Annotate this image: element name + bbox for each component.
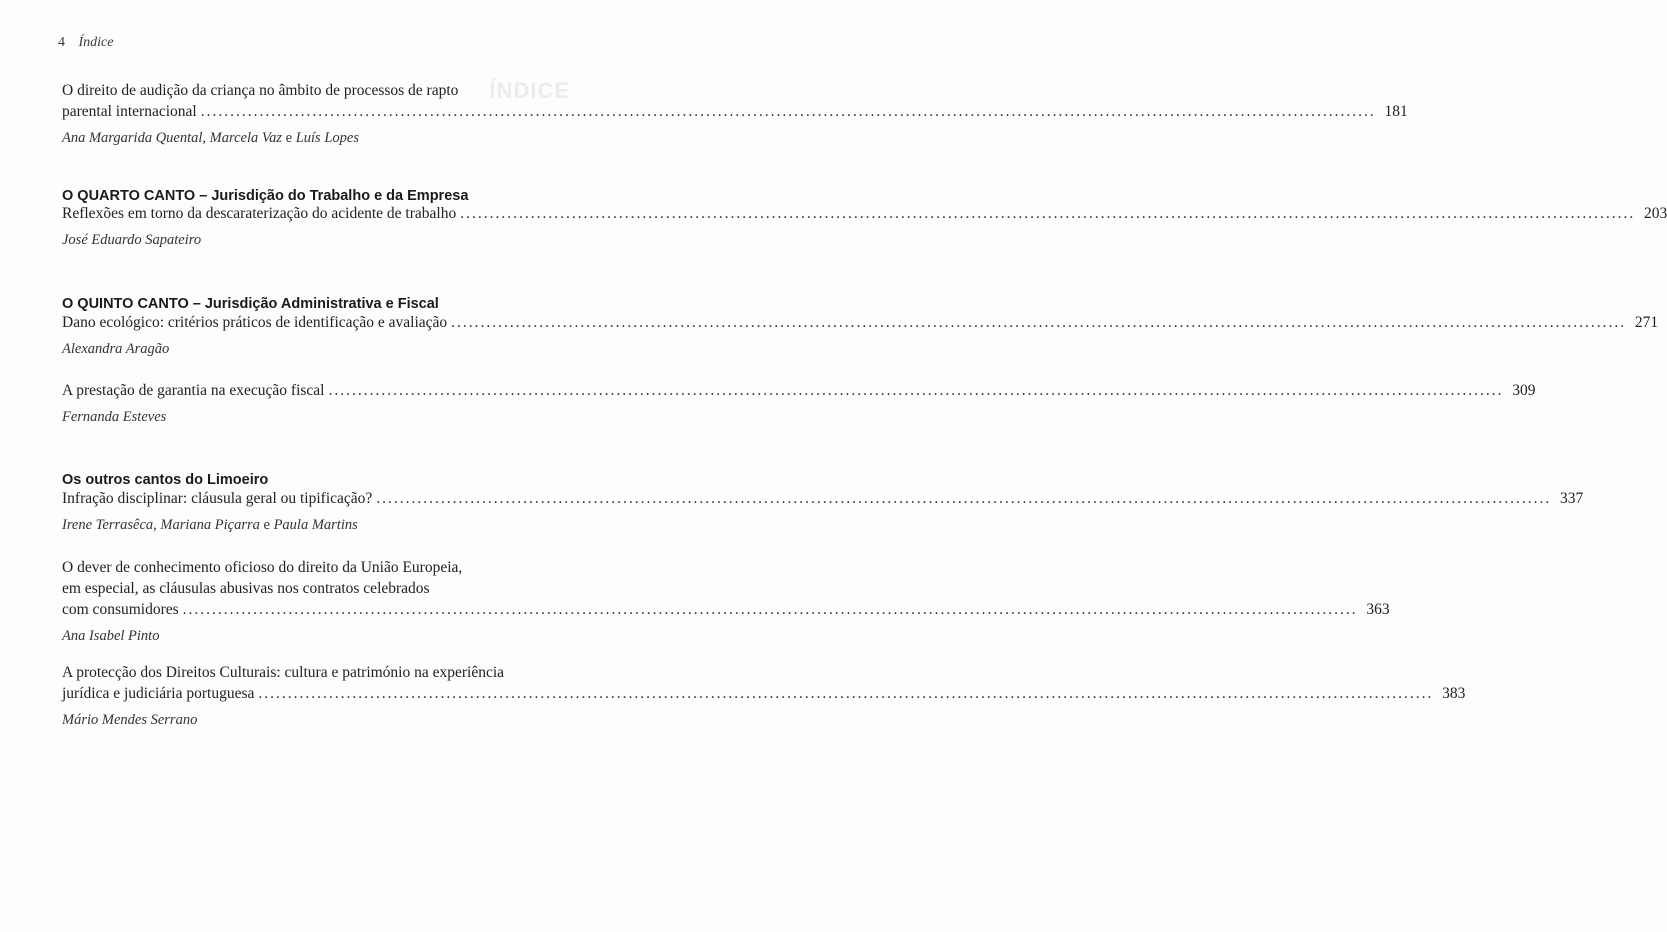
section-heading xyxy=(62,472,268,488)
entry-title-text: Dano ecológico: critérios práticos de identificação e avaliação xyxy=(62,314,448,331)
entry-page-number: 271 xyxy=(1634,314,1659,331)
toc-entry[interactable] xyxy=(62,203,1667,251)
entry-authors xyxy=(62,710,582,731)
author-name: Paula Martins xyxy=(273,517,358,533)
entry-authors xyxy=(62,230,582,251)
entry-title-text: em especial, as cláusulas abusivas nos contratos celebrados xyxy=(62,580,430,597)
entry-authors xyxy=(62,626,582,647)
author-name: Irene Terrasêca, Mariana Piçarra xyxy=(62,517,260,533)
author-name: Fernanda Esteves xyxy=(62,409,167,425)
entry-title-text: O dever de conhecimento oficioso do direito da União Europeia, xyxy=(62,559,463,576)
entry-title-line xyxy=(62,599,1390,620)
section-heading-main: O QUARTO CANTO xyxy=(62,188,196,204)
author-name: Alexandra Aragão xyxy=(62,341,170,357)
entry-title-text: com consumidores xyxy=(62,601,179,618)
section-heading-main: Os outros cantos do Limoeiro xyxy=(62,472,269,488)
entry-authors xyxy=(62,407,582,428)
page-number: 4 xyxy=(58,35,65,50)
running-title: Índice xyxy=(78,35,114,50)
entry-page-number: 181 xyxy=(1384,103,1408,120)
entry-title-line xyxy=(62,312,1659,333)
section-heading-subtitle: – Jurisdição do Trabalho e da Empresa xyxy=(195,188,469,204)
entry-page-number: 383 xyxy=(1442,685,1466,702)
dot-leader: ........................................................................................................................................................................................................ xyxy=(328,382,1504,399)
entry-title-text: A protecção dos Direitos Culturais: cultura e património na experiência xyxy=(62,664,505,681)
section-heading-subtitle: – Jurisdição Administrativa e Fiscal xyxy=(188,296,439,312)
entry-title-line xyxy=(62,380,1536,401)
entry-title-text: parental internacional xyxy=(62,103,197,120)
author-name: Ana Isabel Pinto xyxy=(62,628,160,644)
toc-entry[interactable] xyxy=(62,557,1390,647)
entry-title-line xyxy=(62,203,1667,224)
section-heading xyxy=(62,188,468,204)
entry-authors xyxy=(62,515,582,536)
entry-page-number: 337 xyxy=(1560,490,1584,507)
entry-title-line xyxy=(62,683,1466,704)
bleed-through-text: ÍNDICE xyxy=(489,78,570,103)
author-name: Mário Mendes Serrano xyxy=(62,712,198,728)
author-name: José Eduardo Sapateiro xyxy=(62,232,202,248)
entry-title-line xyxy=(62,557,582,578)
toc-entry[interactable] xyxy=(62,662,1466,731)
entry-authors xyxy=(62,339,582,360)
author-name: e xyxy=(282,130,296,146)
entry-page-number: 363 xyxy=(1366,601,1390,618)
entry-title-line xyxy=(62,488,1584,509)
dot-leader: ........................................................................................................................................................................................................ xyxy=(460,205,1636,222)
entry-title-text: A prestação de garantia na execução fiscal xyxy=(62,382,325,399)
page-header xyxy=(58,35,113,51)
dot-leader: ........................................................................................................................................................................................................ xyxy=(200,103,1376,120)
entry-title-text: jurídica e judiciária portuguesa xyxy=(62,685,255,702)
entry-title-line xyxy=(62,662,582,683)
entry-title-line xyxy=(62,101,1408,122)
section-heading-main: O QUINTO CANTO xyxy=(62,296,189,312)
entry-page-number: 203 xyxy=(1643,205,1667,222)
entry-title-line xyxy=(62,578,582,599)
entry-title-text: Infração disciplinar: cláusula geral ou tipificação? xyxy=(62,490,373,507)
toc-entry[interactable] xyxy=(62,380,1536,428)
entry-title-text: O direito de audição da criança no âmbito de processos de rapto xyxy=(62,82,459,99)
entry-authors xyxy=(62,128,582,149)
author-name: Luís Lopes xyxy=(295,130,359,146)
author-name: e xyxy=(259,517,274,533)
toc-entry[interactable] xyxy=(62,312,1659,360)
toc-entry[interactable] xyxy=(62,80,1408,149)
dot-leader: ........................................................................................................................................................................................................ xyxy=(258,685,1434,702)
author-name: Ana Margarida Quental, Marcela Vaz xyxy=(62,130,283,146)
entry-page-number: 309 xyxy=(1512,382,1536,399)
entry-title-line xyxy=(62,80,582,101)
toc-entry[interactable] xyxy=(62,488,1584,536)
dot-leader: ........................................................................................................................................................................................................ xyxy=(182,601,1358,618)
dot-leader: ........................................................................................................................................................................................................ xyxy=(451,314,1627,331)
entry-title-text: Reflexões em torno da descaraterização do acidente de trabalho xyxy=(62,205,457,222)
section-heading xyxy=(62,296,439,312)
dot-leader: ........................................................................................................................................................................................................ xyxy=(376,490,1552,507)
